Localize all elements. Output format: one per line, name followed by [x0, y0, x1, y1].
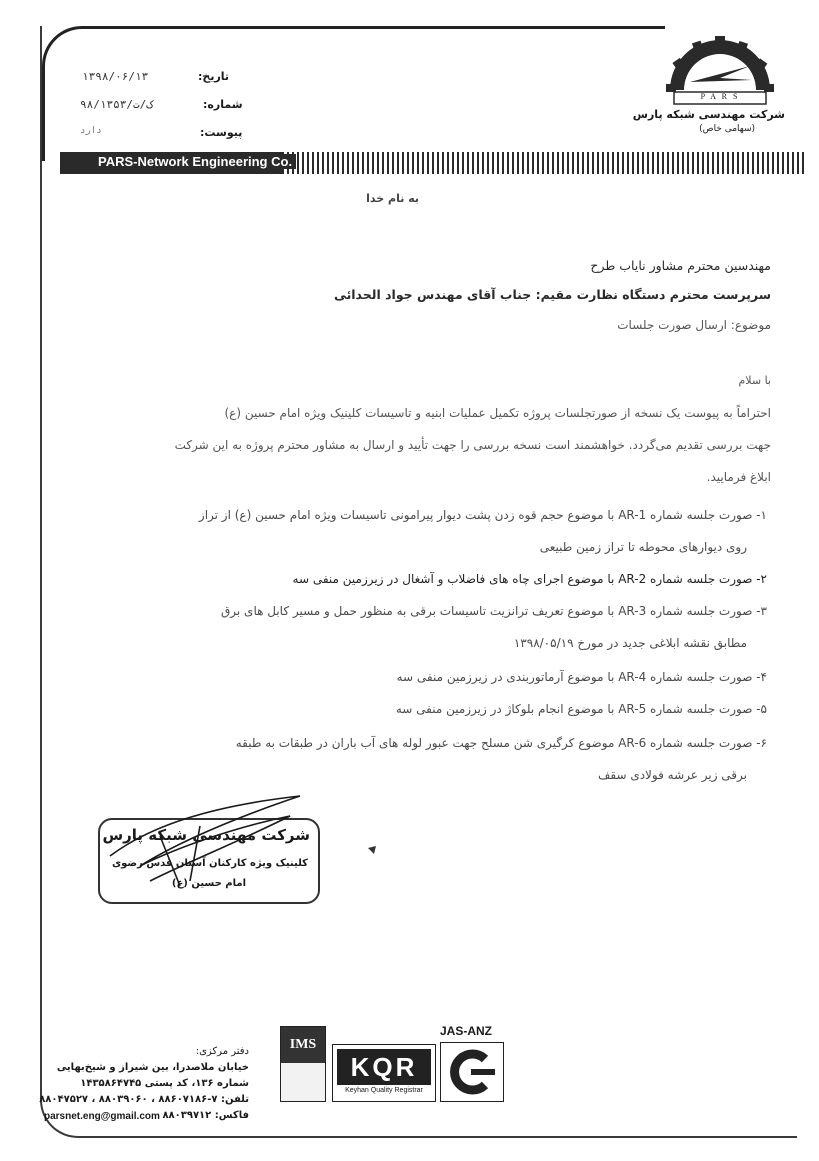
attachment-label: پیوست:: [200, 126, 243, 139]
address-line-2: شماره ۱۳۶، کد پستی ۱۴۳۵۸۶۴۷۴۵: [80, 1078, 249, 1089]
jas-anz-c-icon: [441, 1043, 503, 1101]
email-link[interactable]: parsnet.eng@gmail.com: [44, 1111, 160, 1122]
logo-text: P A R S: [700, 92, 740, 101]
list-item-5: ۵- صورت جلسه شماره AR-5 با موضوع انجام بلوکاژ در زیرزمین منفی سه: [395, 702, 767, 716]
list-item-4: ۴- صورت جلسه شماره AR-4 با موضوع آرماتوربندی در زیرزمین منفی سه: [396, 670, 767, 684]
ims-cert-text: IMS: [281, 1027, 325, 1063]
list-item-6-cont: برقی زیر عرشه فولادی سقف: [597, 768, 747, 782]
company-type-fa: (سهامی خاص): [699, 124, 755, 134]
phone-line: تلفن: ۷-۸۸۶۰۷۱۸۶ ، ۸۸۰۳۹۰۶۰ ، ۸۸۰۴۷۵۲۷: [39, 1094, 249, 1105]
list-item-1-cont: روی دیوارهای محوطه تا تراز زمین طبیعی: [539, 540, 747, 554]
header-bar-hatch: [282, 152, 805, 174]
subject-line: موضوع: ارسال صورت جلسات: [617, 318, 771, 332]
company-name-en: PARS-Network Engineering Co.: [94, 154, 296, 169]
kqr-cert-text: KQR: [337, 1049, 431, 1085]
date-label: تاریخ:: [198, 70, 230, 83]
stamp-project: کلینیک ویژه کارکنان آستان قدس رضوی: [111, 858, 308, 869]
jas-anz-logo: [440, 1042, 504, 1102]
letter-heading: به نام خدا: [366, 192, 419, 205]
company-logo: [660, 30, 780, 138]
number-value: ۹۸/ک/ت/۱۳۵۳: [80, 98, 153, 111]
signature-icon: [90, 786, 330, 896]
list-item-3: ۳- صورت جلسه شماره AR-3 با موضوع تعریف ترانزیت تاسیسات برقی به منظور حمل و مسیر کابل های برق: [220, 604, 767, 618]
fax-line: فاکس: ۸۸۰۳۹۷۱۲: [162, 1110, 249, 1121]
list-item-3-cont: مطابق نقشه ابلاغی جدید در مورخ ۱۳۹۸/۰۵/۱۹: [513, 636, 747, 650]
ink-mark-icon: [366, 842, 382, 856]
kqr-cert-logo: [332, 1044, 436, 1102]
addressee-1: مهندسین محترم مشاور نایاب طرح: [590, 258, 771, 273]
stamp-title: شرکت مهندسی شبکه پارس: [102, 826, 310, 844]
body-line-1: احتراماً به پیوست یک نسخه از صورتجلسات پروژه تکمیل عملیات ابنیه و تاسیسات کلینیک ویژه امام حسین (ع): [224, 406, 771, 420]
jas-anz-label: JAS-ANZ: [440, 1024, 493, 1038]
kqr-cert-subtext: Keyhan Quality Registrar: [345, 1087, 423, 1094]
company-name-fa: شرکت مهندسی شبکه پارس: [632, 108, 785, 121]
office-label: دفتر مرکزی:: [195, 1046, 249, 1057]
greeting: با سلام: [738, 374, 771, 387]
list-item-6: ۶- صورت جلسه شماره AR-6 موضوع کرگیری شن مسلح جهت عبور لوله های آب باران در طبقات به طبقه: [235, 736, 767, 750]
attachment-value: دارد: [80, 126, 102, 136]
date-value: ۱۳۹۸/۰۶/۱۳: [82, 70, 149, 83]
list-item-2: ۲- صورت جلسه شماره AR-2 با موضوع اجرای چاه های فاضلاب و آشغال در زیرزمین منفی سه: [292, 572, 767, 586]
body-line-3: ابلاغ فرمایید.: [706, 470, 771, 484]
addressee-2: سرپرست محترم دستگاه نظارت مقیم: جناب آقای مهندس جواد الحدائی: [333, 287, 771, 302]
ims-cert-logo: [280, 1026, 326, 1102]
body-line-2: جهت بررسی تقدیم می‌گردد. خواهشمند است نسخه بررسی را جهت تأیید و ارسال به مشاور محترم پروژه به این شرکت: [174, 438, 771, 452]
list-item-1: ۱- صورت جلسه شماره AR-1 با موضوع حجم قوه زدن پشت دیوار پیرامونی تاسیسات ویژه امام حسین (ع) از تراز: [198, 508, 767, 522]
number-label: شماره:: [203, 98, 243, 111]
header-box: [42, 26, 665, 161]
address-line-1: خیابان ملاصدرا، بین شیراز و شیخ‌بهایی: [56, 1062, 249, 1073]
stamp-subtitle: امام حسین (ع): [171, 878, 246, 889]
